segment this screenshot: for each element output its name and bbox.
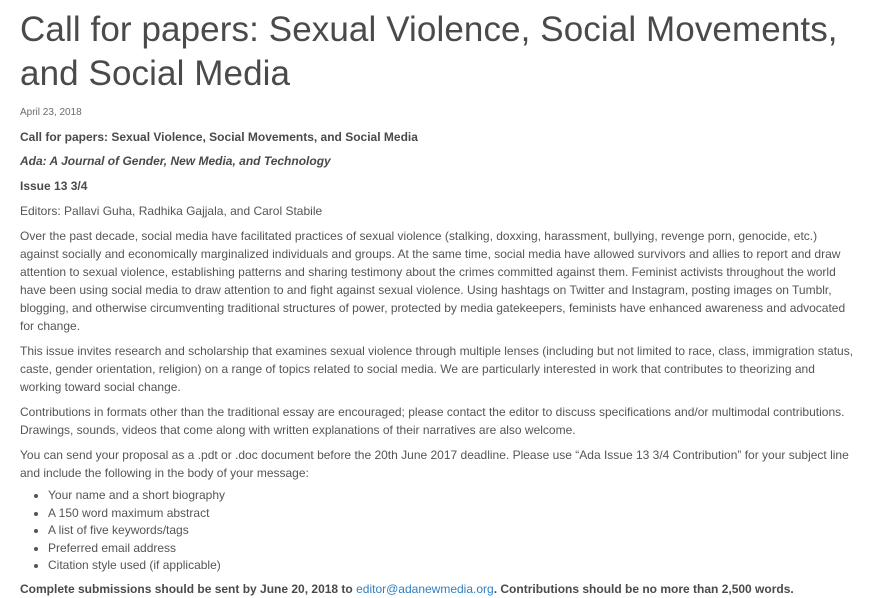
final-note <box>20 580 854 598</box>
list-item: • Your name and a short biography <box>48 487 854 505</box>
paragraph-intro: Over the past decade, social media have facilitated practices of sexual violence (stalking, doxxing, harassment, bullying, revenge porn, genocide, etc.) against socially and economically marginalized individuals and groups. At the same time, social media have allowed survivors and allies to report and draw attention to sexual violence, establishing patterns and sharing testimony about the crimes committed against them. Feminist activists throughout the world have been using social media to draw attention to and fight against sexual violence. Using hashtags on Twitter and Instagram, posting images on Tumblr, blogging, and otherwise circumventing traditional structures of power, protected by media gatekeepers, feminists have enhanced awareness and advocated for change. <box>20 229 846 333</box>
paragraph-submission: You can send your proposal as a .pdt or .doc document before the 20th June 2017 deadline. Please use “Ada Issue 13 3/4 Contribution” for your subject line and include the following in the body of your message: <box>20 448 849 480</box>
editors-line: Editors: Pallavi Guha, Radhika Gajjala, and Carol Stabile <box>20 204 323 218</box>
paragraph-scope: This issue invites research and scholarship that examines sexual violence through multiple lenses (including but not limited to race, class, immigration status, caste, gender orientation, religion) on a range of topics related to social media. We are particularly interested in work that contributes to theorizing and working toward social change. <box>20 344 854 394</box>
list-item: • A list of five keywords/tags <box>48 522 854 540</box>
journal-name: Ada: A Journal of Gender, New Media, and Technology <box>20 154 331 168</box>
post-date: April 23, 2018 <box>20 107 82 118</box>
final-note-tail: . Contributions should be no more than 2,500 words. <box>493 581 794 596</box>
list-item: • A 150 word maximum abstract <box>48 505 854 523</box>
list-item: • Preferred email address <box>48 540 854 558</box>
paragraph-formats: Contributions in formats other than the traditional essay are encouraged; please contact the editor to discuss specifications and/or multimodal contributions. Drawings, sounds, videos that come along with written explanations of their narratives are also welcome. <box>20 405 845 437</box>
editor-email-link[interactable]: editor@adanewmedia.org <box>356 581 494 596</box>
issue-number: Issue 13 3/4 <box>20 179 88 193</box>
article-heading: Call for papers: Sexual Violence, Social Movements, and Social Media <box>20 130 418 144</box>
final-note-text: Complete submissions should be sent by June 20, 2018 to <box>20 581 357 596</box>
page-title: Call for papers: Sexual Violence, Social Movements, and Social Media <box>20 10 838 93</box>
list-item: • Citation style used (if applicable) <box>48 557 854 575</box>
requirements-list <box>20 487 854 575</box>
